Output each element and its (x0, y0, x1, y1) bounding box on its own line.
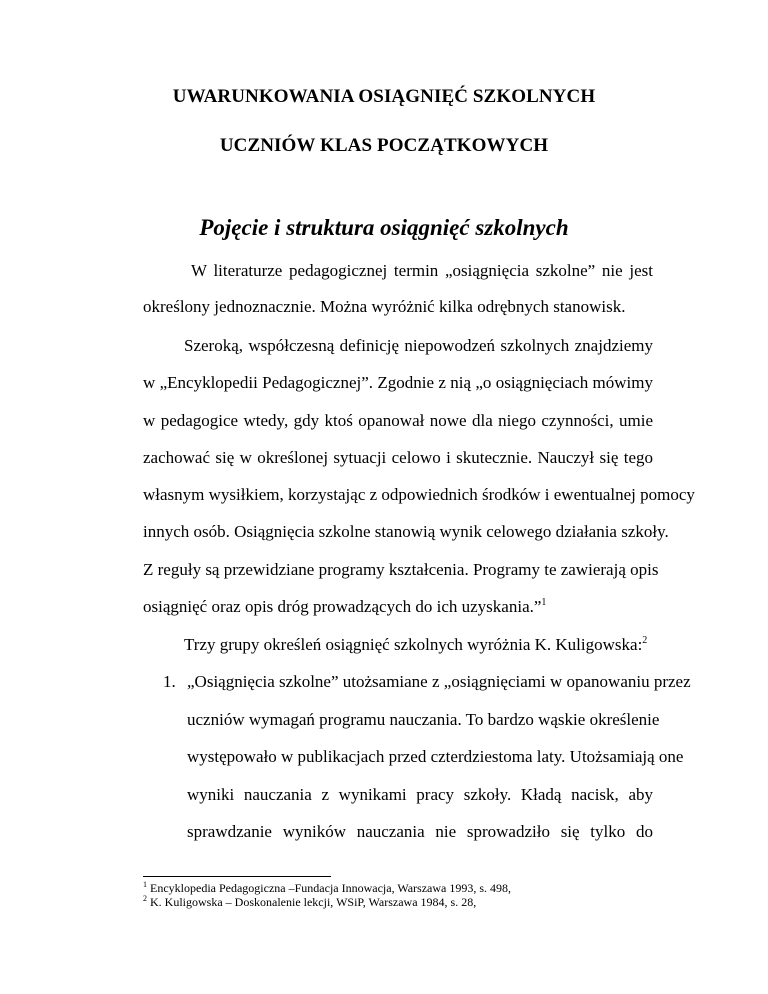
list-item-1-line-1: „Osiągnięcia szkolne” utożsamiane z „osiągnięciami w opanowaniu przez (187, 672, 691, 691)
document-title-line-2: UCZNIÓW KLAS POCZĄTKOWYCH (219, 135, 549, 156)
footnote-1-number: 1 (143, 880, 147, 889)
paragraph-3 (184, 635, 647, 655)
paragraph-2-line-4: zachować się w określonej sytuacji celowo i skutecznie. Nauczył się tego (143, 448, 653, 467)
footnote-1 (143, 881, 511, 895)
paragraph-1-line-1: W literaturze pedagogicznej termin „osiągnięcia szkolne” nie jest (191, 261, 653, 280)
footnote-2-text: K. Kuligowska – Doskonalenie lekcji, WSiP, Warszawa 1984, s. 28, (150, 895, 477, 909)
paragraph-2-line-5: własnym wysiłkiem, korzystając z odpowiednich środków i ewentualnej pomocy (143, 485, 695, 504)
footnote-2 (143, 895, 476, 909)
list-item-1-line-2: uczniów wymagań programu nauczania. To bardzo wąskie określenie (187, 710, 660, 729)
list-item-1-line-4: wyniki nauczania z wynikami pracy szkoły. Kładą nacisk, aby (187, 785, 653, 804)
paragraph-2-line-8-text: osiągnięć oraz opis dróg prowadzących do ich uzyskania.” (143, 597, 542, 616)
footnote-1-text: Encyklopedia Pedagogiczna –Fundacja Innowacja, Warszawa 1993, s. 498, (150, 881, 512, 895)
paragraph-2-line-3: w pedagogice wtedy, gdy ktoś opanował nowe dla niego czynności, umie (143, 411, 653, 430)
document-title-line-1: UWARUNKOWANIA OSIĄGNIĘĆ SZKOLNYCH (172, 86, 596, 107)
footnote-2-number: 2 (143, 894, 147, 903)
list-item-1-line-3: występowało w publikacjach przed czterdziestoma laty. Utożsamiają one (187, 747, 684, 766)
section-heading: Pojęcie i struktura osiągnięć szkolnych (199, 215, 569, 240)
paragraph-1-line-2: określony jednoznacznie. Można wyróżnić kilka odrębnych stanowisk. (143, 297, 626, 316)
paragraph-3-text: Trzy grupy określeń osiągnięć szkolnych wyróżnia K. Kuligowska: (184, 635, 643, 654)
footnote-ref-2: 2 (642, 635, 648, 646)
list-item-1-line-5: sprawdzanie wyników nauczania nie sprowadziło się tylko do (187, 822, 653, 841)
paragraph-2-line-6: innych osób. Osiągnięcia szkolne stanowią wynik celowego działania szkoły. (143, 522, 669, 541)
paragraph-2-line-2: w „Encyklopedii Pedagogicznej”. Zgodnie z nią „o osiągnięciach mówimy (143, 373, 653, 392)
list-item-1-marker: 1. (163, 672, 176, 691)
paragraph-2-line-1: Szeroką, współczesną definicję niepowodzeń szkolnych znajdziemy (184, 336, 653, 355)
footnote-separator (143, 876, 331, 877)
paragraph-2-line-7: Z reguły są przewidziane programy kształcenia. Programy te zawierają opis (143, 560, 659, 579)
footnote-ref-1: 1 (541, 597, 547, 608)
paragraph-2-line-8 (143, 597, 546, 617)
